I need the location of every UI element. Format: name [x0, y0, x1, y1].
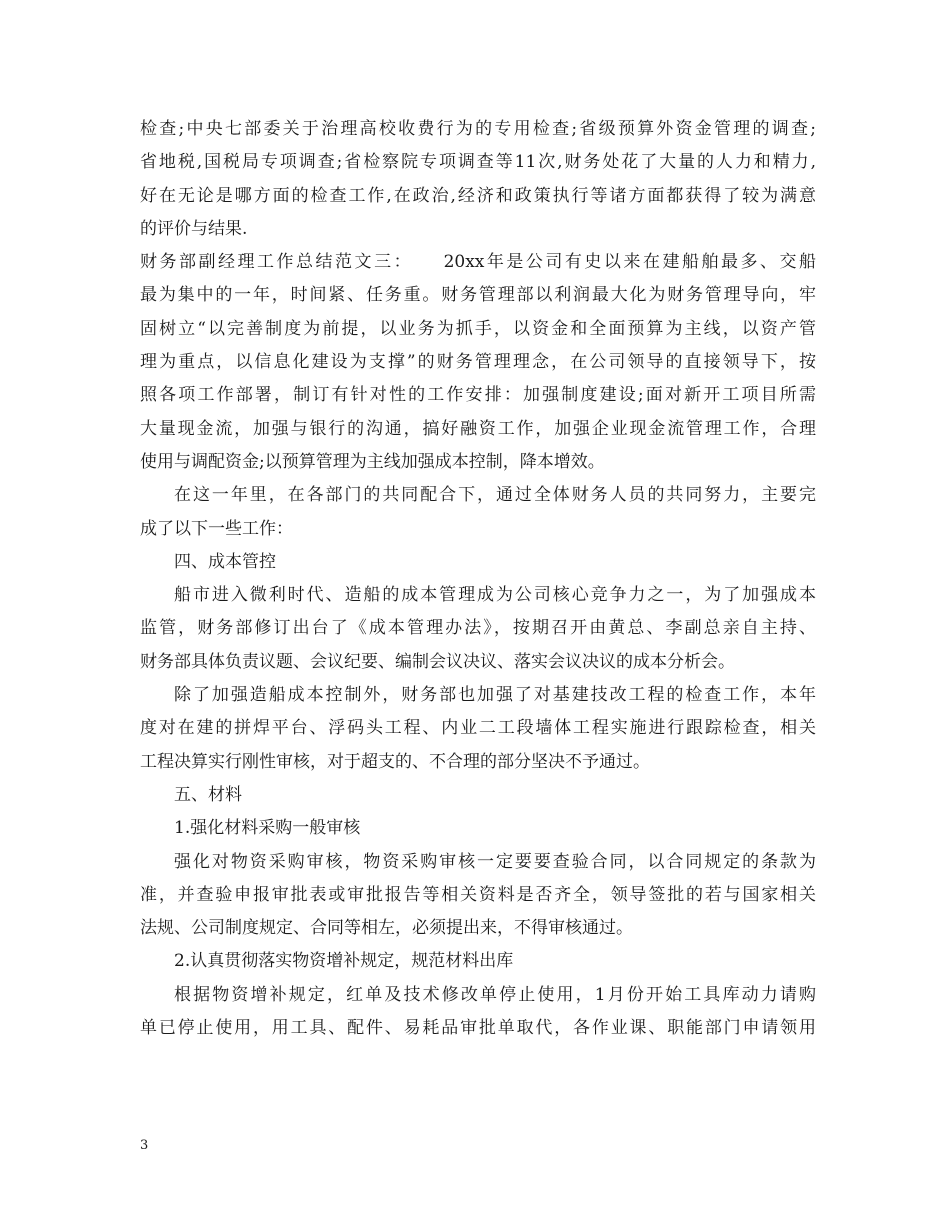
- page-number: 3: [140, 1138, 149, 1153]
- subheading-procurement-review: 1.强化材料采购一般审核: [174, 818, 361, 839]
- body-line: 工程决算实行刚性审核，对于超支的、不合理的部分坚决不予通过。: [140, 751, 650, 772]
- body-line: 准，并查验申报审批表或审批报告等相关资料是否齐全，领导签批的若与国家相关: [140, 884, 816, 905]
- body-line: 度对在建的拼焊平台、浮码头工程、内业二工段墙体工程实施进行跟踪检查，相关: [140, 718, 816, 739]
- body-line: 好在无论是哪方面的检查工作,在政治,经济和政策执行等诸方面都获得了较为满意: [140, 185, 816, 206]
- body-line: 财务部具体负责议题、会议纪要、编制会议决议、落实会议决议的成本分析会。: [140, 651, 735, 672]
- body-line: 大量现金流，加强与银行的沟通，搞好融资工作，加强企业现金流管理工作，合理: [140, 418, 816, 439]
- body-line: 船市进入微利时代、造船的成本管理成为公司核心竞争力之一，为了加强成本: [174, 585, 816, 606]
- body-line: 成了以下一些工作：: [140, 518, 293, 539]
- body-line: 法规、公司制度规定、合同等相左，必须提出来，不得审核通过。: [140, 918, 633, 939]
- body-line: 根据物资增补规定，红单及技术修改单停止使用，1月份开始工具库动力请购: [174, 984, 816, 1005]
- body-line: 的评价与结果.: [140, 218, 248, 239]
- document-body: [140, 113, 816, 1045]
- body-line: 照各项工作部署，制订有针对性的工作安排：加强制度建设;面对新开工项目所需: [140, 385, 816, 406]
- body-line: 除了加强造船成本控制外，财务部也加强了对基建技改工程的检查工作，本年: [174, 685, 816, 706]
- section-title-line: 财务部副经理工作总结范文三： 20xx年是公司有史以来在建船舶最多、交船: [140, 252, 816, 273]
- body-line: 最为集中的一年，时间紧、任务重。财务管理部以利润最大化为财务管理导向，牢: [140, 285, 816, 306]
- body-line: 在这一年里，在各部门的共同配合下，通过全体财务人员的共同努力，主要完: [174, 485, 816, 506]
- body-line: 省地税,国税局专项调查;省检察院专项调查等11次,财务处花了大量的人力和精力,: [140, 152, 816, 173]
- body-line: 单已停止使用，用工具、配件、易耗品审批单取代，各作业课、职能部门申请领用: [140, 1018, 816, 1039]
- body-line: 固树立“以完善制度为前提，以业务为抓手，以资金和全面预算为主线，以资产管: [140, 318, 816, 339]
- heading-cost-control: 四、成本管控: [174, 551, 276, 572]
- body-line: 监管，财务部修订出台了《成本管理办法》，按期召开由黄总、李副总亲自主持、: [140, 618, 816, 639]
- body-line: 检查;中央七部委关于治理高校收费行为的专用检查;省级预算外资金管理的调查;: [140, 119, 816, 139]
- body-line: 强化对物资采购审核，物资采购审核一定要要查验合同，以合同规定的条款为: [174, 851, 816, 872]
- body-line: 理为重点，以信息化建设为支撑”的财务管理理念，在公司领导的直接领导下，按: [140, 352, 816, 373]
- heading-materials: 五、材料: [174, 784, 242, 805]
- body-line: 使用与调配资金;以预算管理为主线加强成本控制，降本增效。: [140, 451, 605, 472]
- subheading-material-outbound: 2.认真贯彻落实物资增补规定，规范材料出库: [174, 951, 514, 972]
